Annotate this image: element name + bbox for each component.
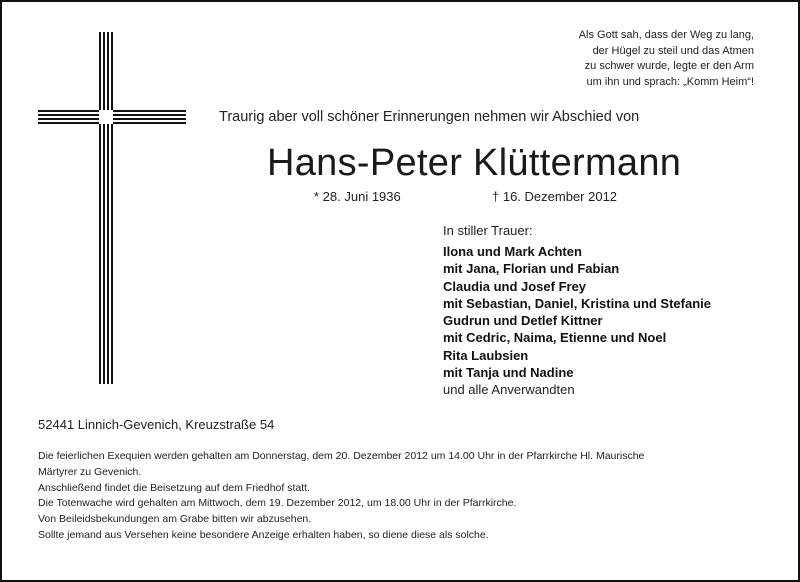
note-line: Sollte jemand aus Versehen keine besondere Anzeige erhalten haben, so diene diese als solche. (38, 528, 489, 541)
address: 52441 Linnich-Gevenich, Kreuzstraße 54 (38, 417, 275, 432)
mourner-item: mit Jana, Florian und Fabian (443, 261, 620, 277)
note-line: Von Beileidsbekundungen am Grabe bitten wir abzusehen. (38, 513, 312, 526)
mourning-title: In stiller Trauer: (443, 223, 533, 238)
poem-line: der Hügel zu steil und das Atmen (592, 44, 754, 57)
note-line: Die Totenwache wird gehalten am Mittwoch, dem 19. Dezember 2012, um 18.00 Uhr in der Pfarrkirche. (38, 497, 517, 510)
poem-line: zu schwer wurde, legte er den Arm (584, 60, 754, 72)
note-line: Die feierlichen Exequien werden gehalten am Donnerstag, dem 20. Dezember 2012 um 14.00 Uhr in der Pfarrkirche Hl. Maurische (38, 450, 645, 462)
mourner-item: Gudrun und Detlef Kittner (443, 313, 603, 329)
relatives-line: und alle Anverwandten (443, 382, 575, 398)
death-date: † 16. Dezember 2012 (492, 189, 618, 204)
intro-text: Traurig aber voll schöner Erinnerungen nehmen wir Abschied von (219, 109, 640, 125)
mourner-item: Rita Laubsien (443, 347, 529, 363)
deceased-name: Hans-Peter Klüttermann (267, 142, 682, 184)
mourner-item: Ilona und Mark Achten (443, 244, 582, 259)
mourner-item: mit Cedric, Naima, Etienne und Noel (443, 330, 667, 346)
cross-icon (38, 32, 186, 384)
mourner-item: mit Tanja und Nadine (443, 365, 574, 381)
poem-line: um ihn und sprach: „Komm Heim“! (586, 75, 754, 88)
mourners-list (443, 243, 783, 399)
poem (534, 28, 754, 90)
mourner-item: Claudia und Josef Frey (443, 278, 587, 294)
poem-line: Als Gott sah, dass der Weg zu lang, (578, 29, 754, 41)
mourner-item: mit Sebastian, Daniel, Kristina und Stefanie (443, 295, 712, 311)
funeral-notes (38, 449, 758, 544)
note-line: Märtyrer zu Gevenich. (38, 465, 142, 478)
birth-date: * 28. Juni 1936 (314, 189, 401, 204)
note-line: Anschließend findet die Beisetzung auf dem Friedhof statt. (38, 481, 310, 494)
